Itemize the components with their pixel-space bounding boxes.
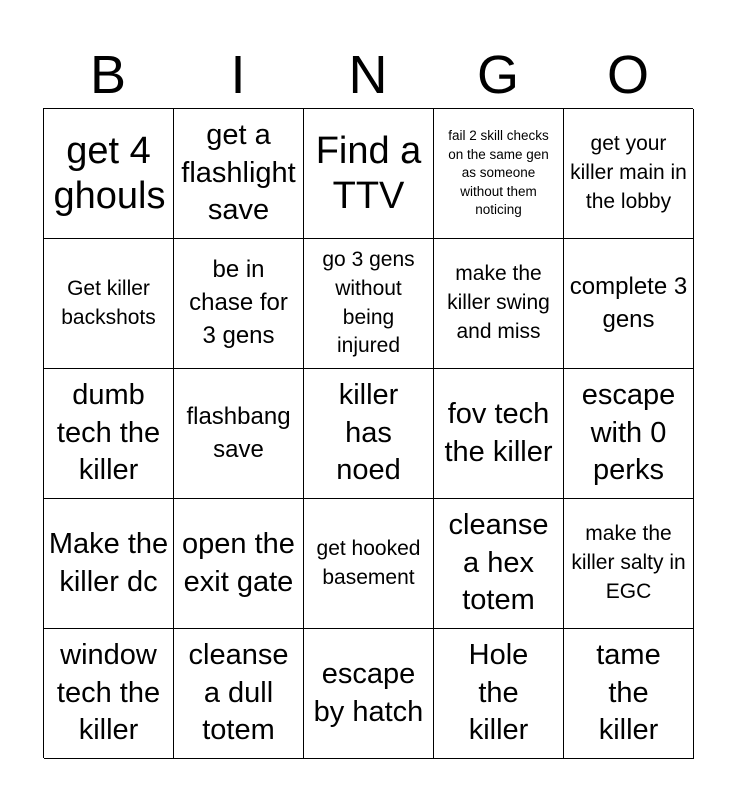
cell-text: Get killer backshots <box>61 276 156 329</box>
cell-text: fail 2 skill checks on the same gen as someone without them noticing <box>448 128 549 218</box>
cell-text: get hooked basement <box>316 536 421 589</box>
cell-text: escape with 0 perks <box>581 378 676 487</box>
bingo-cell-r2c2[interactable] <box>174 239 304 369</box>
bingo-cell-r5c4[interactable] <box>434 629 564 759</box>
bingo-cell-r4c3[interactable] <box>304 499 434 629</box>
header-letter-o: O <box>606 45 649 105</box>
cell-text: be in chase for 3 gens <box>189 256 288 349</box>
cell-text: Hole the killer <box>468 638 529 747</box>
bingo-cell-r1c4[interactable] <box>434 109 564 239</box>
header-letter-b: B <box>89 45 127 105</box>
header-letter-g: G <box>476 45 519 105</box>
cell-text: escape by hatch <box>313 657 424 728</box>
bingo-cell-r4c5[interactable] <box>564 499 694 629</box>
bingo-board <box>43 108 693 758</box>
cell-text: make the killer salty in EGC <box>571 522 686 603</box>
cell-text: get your killer main in the lobby <box>570 132 687 213</box>
bingo-cell-r3c4[interactable] <box>434 369 564 499</box>
cell-text: open the exit gate <box>182 527 295 598</box>
cell-text: fov tech the killer <box>444 397 553 468</box>
bingo-cell-r3c5[interactable] <box>564 369 694 499</box>
bingo-header <box>43 42 693 108</box>
cell-text: tame the killer <box>596 638 661 747</box>
bingo-cell-r3c3[interactable] <box>304 369 434 499</box>
cell-text: cleanse a hex totem <box>448 508 549 617</box>
cell-text: get 4 ghouls <box>53 129 166 217</box>
cell-text: Make the killer dc <box>48 527 169 598</box>
cell-text: go 3 gens without being injured <box>322 247 415 358</box>
bingo-cell-r1c5[interactable] <box>564 109 694 239</box>
cell-text: killer has noed <box>336 378 401 487</box>
bingo-cell-r4c1[interactable] <box>44 499 174 629</box>
cell-text: dumb tech the killer <box>56 378 161 487</box>
cell-text: make the killer swing and miss <box>447 262 550 343</box>
cell-text: Find a TTV <box>315 129 422 217</box>
bingo-cell-r3c2[interactable] <box>174 369 304 499</box>
bingo-cell-r5c2[interactable] <box>174 629 304 759</box>
cell-text: window tech the killer <box>56 638 161 747</box>
bingo-cell-r2c3[interactable] <box>304 239 434 369</box>
bingo-cell-r5c3[interactable] <box>304 629 434 759</box>
bingo-cell-r1c1[interactable] <box>44 109 174 239</box>
bingo-cell-r2c5[interactable] <box>564 239 694 369</box>
bingo-cell-r4c4[interactable] <box>434 499 564 629</box>
bingo-cell-r5c1[interactable] <box>44 629 174 759</box>
bingo-cell-r4c2[interactable] <box>174 499 304 629</box>
header-letter-n: N <box>348 45 388 105</box>
bingo-cell-r1c2[interactable] <box>174 109 304 239</box>
bingo-cell-r2c1[interactable] <box>44 239 174 369</box>
cell-text: complete 3 gens <box>569 272 688 333</box>
bingo-cell-r2c4[interactable] <box>434 239 564 369</box>
cell-text: flashbang save <box>186 402 291 463</box>
bingo-cell-r3c1[interactable] <box>44 369 174 499</box>
cell-text: cleanse a dull totem <box>188 638 289 747</box>
header-letter-i: I <box>230 45 246 105</box>
bingo-cell-r5c5[interactable] <box>564 629 694 759</box>
cell-text: get a flashlight save <box>181 118 296 227</box>
bingo-cell-r1c3[interactable] <box>304 109 434 239</box>
